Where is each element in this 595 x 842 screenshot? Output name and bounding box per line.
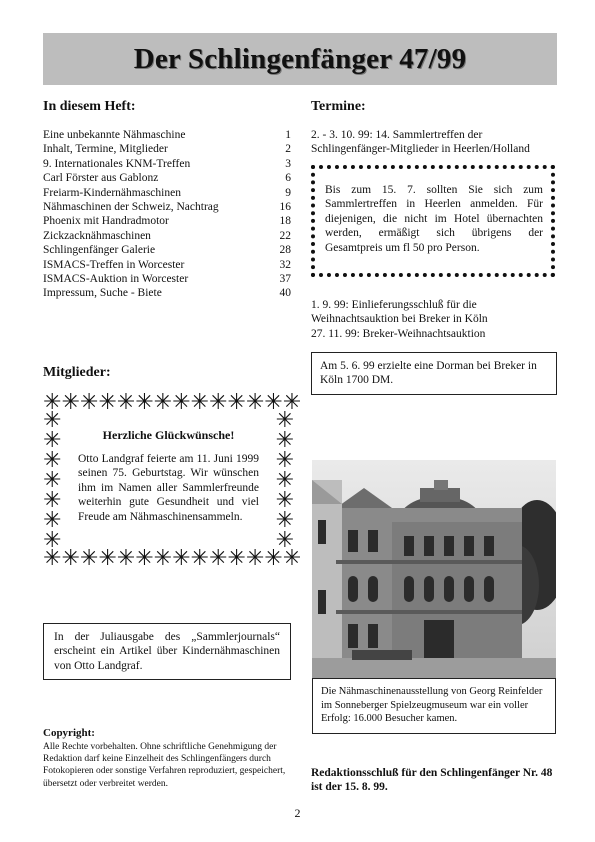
toc-item-page: 16 (279, 201, 291, 214)
toc-row (43, 157, 291, 171)
registration-notice-box (311, 165, 555, 277)
termine-entry-3: 27. 11. 99: Breker-Weihnachtsauktion (311, 328, 486, 340)
toc-item-page: 32 (279, 258, 291, 271)
star-ornament-icon: ✳ (208, 389, 228, 414)
toc-heading: In diesem Heft: (43, 99, 136, 114)
star-ornament-icon: ✳ (61, 545, 80, 570)
star-ornament-icon: ✳ (208, 545, 228, 570)
copyright-heading: Copyright: (43, 727, 95, 739)
toc-row (43, 186, 291, 200)
toc-item-label: ISMACS-Auktion in Worcester (43, 273, 189, 286)
star-ornament-icon: ✳ (190, 389, 209, 414)
star-ornament-icon: ✳ (135, 545, 154, 570)
star-ornament-icon: ✳ (227, 545, 246, 570)
star-ornament-icon: ✳ (116, 545, 136, 570)
star-ornament-icon: ✳ (135, 389, 154, 414)
star-ornament-icon: ✳ (43, 407, 62, 432)
termine-entry-2: 1. 9. 99: Einlieferungsschluß für die Weihnachtsauktion bei Breker in Köln (311, 299, 488, 326)
toc-item-page: 2 (285, 143, 291, 156)
termine-entry-1: 2. - 3. 10. 99: 14. Sammlertreffen der Schlingenfänger-Mitglieder in Heerlen/Holland (311, 129, 530, 156)
star-ornament-icon: ✳ (245, 389, 265, 414)
journal-note-box (43, 623, 291, 680)
star-ornament-icon: ✳ (43, 427, 62, 452)
star-ornament-icon: ✳ (61, 389, 80, 414)
star-border-top (43, 389, 302, 414)
toc-item-page: 6 (285, 172, 291, 185)
star-ornament-icon: ✳ (43, 545, 62, 570)
toc-row (43, 214, 291, 228)
toc-item-label: 9. Internationales KNM-Treffen (43, 157, 191, 170)
auction-result-box (311, 352, 557, 395)
page-title: Der Schlingenfänger 47/99 (133, 42, 467, 75)
toc-item-page: 3 (285, 157, 291, 170)
star-ornament-icon: ✳ (275, 467, 294, 492)
termine-heading: Termine: (311, 99, 366, 114)
toc-item-label: Schlingenfänger Galerie (43, 244, 156, 257)
star-ornament-icon: ✳ (79, 389, 99, 414)
journal-note-text: In der Juliausgabe des „Sammlerjournals“ erscheint ein Artikel über Kindernähmaschinen von Otto Landgraf. (54, 631, 280, 672)
greeting-text: Otto Landgraf feierte am 11. Juni 1999 seinen 75. Geburtstag. Wir wünschen ihm im Namen aller Sammlerfreunde weiterhin gute Gesundheit und viel Freude am Nähmaschinensammeln. (78, 453, 259, 523)
toc-row (43, 286, 291, 300)
table-of-contents (43, 128, 291, 301)
star-ornament-icon: ✳ (275, 407, 294, 432)
star-ornament-icon: ✳ (43, 487, 62, 512)
toc-row (43, 142, 291, 156)
auction-result-text: Am 5. 6. 99 erzielte eine Dorman bei Breker in Köln 1700 DM. (320, 360, 537, 387)
toc-item-label: Freiarm-Kindernähmaschinen (43, 186, 181, 199)
toc-row (43, 229, 291, 243)
star-border-bottom (43, 545, 302, 570)
toc-item-page: 37 (279, 273, 291, 286)
star-ornament-icon: ✳ (264, 389, 283, 414)
greeting-title: Herzliche Glückwünsche! (102, 428, 235, 442)
star-ornament-icon: ✳ (79, 545, 99, 570)
star-ornament-icon: ✳ (282, 545, 302, 570)
toc-row (43, 243, 291, 257)
star-ornament-icon: ✳ (275, 527, 294, 552)
toc-item-label: ISMACS-Treffen in Worcester (43, 258, 185, 271)
toc-item-label: Impressum, Suche - Biete (43, 287, 162, 300)
museum-photo (312, 460, 556, 678)
photo-caption: Die Nähmaschinenausstellung von Georg Reinfelder im Sonneberger Spielzeugmuseum war ein voller Erfolg: 16.000 Besucher kamen. (321, 686, 543, 724)
toc-row (43, 272, 291, 286)
toc-item-page: 22 (279, 229, 291, 242)
greeting-star-frame (43, 389, 302, 570)
star-ornament-icon: ✳ (43, 527, 62, 552)
toc-item-label: Inhalt, Termine, Mitglieder (43, 143, 168, 156)
toc-row (43, 200, 291, 214)
toc-row (43, 258, 291, 272)
star-ornament-icon: ✳ (43, 507, 62, 532)
star-ornament-icon: ✳ (275, 427, 294, 452)
toc-item-page: 1 (285, 129, 291, 141)
star-ornament-icon: ✳ (275, 447, 294, 472)
star-ornament-icon: ✳ (98, 545, 117, 570)
toc-item-label: Nähmaschinen der Schweiz, Nachtrag (43, 201, 219, 214)
toc-row (43, 171, 291, 185)
star-ornament-icon: ✳ (43, 447, 62, 472)
star-ornament-icon: ✳ (264, 545, 283, 570)
toc-item-label: Eine unbekannte Nähmaschine (43, 129, 186, 141)
toc-row (43, 128, 291, 142)
toc-item-page: 40 (279, 287, 291, 300)
toc-item-label: Phoenix mit Handradmotor (43, 215, 169, 228)
star-border-left (43, 407, 62, 552)
star-ornament-icon: ✳ (116, 389, 136, 414)
toc-item-label: Carl Förster aus Gablonz (43, 172, 159, 185)
star-ornament-icon: ✳ (98, 389, 117, 414)
star-ornament-icon: ✳ (43, 389, 62, 414)
star-ornament-icon: ✳ (275, 507, 294, 532)
museum-building-image (312, 460, 556, 678)
mitglieder-heading: Mitglieder: (43, 365, 111, 380)
star-ornament-icon: ✳ (245, 545, 265, 570)
editorial-deadline: Redaktionsschluß für den Schlingenfänger Nr. 48 ist der 15. 8. 99. (311, 767, 553, 794)
star-ornament-icon: ✳ (190, 545, 209, 570)
page-number: 2 (294, 806, 301, 820)
star-ornament-icon: ✳ (282, 389, 302, 414)
photo-caption-box (312, 678, 556, 734)
toc-item-page: 9 (285, 186, 291, 199)
title-banner (43, 33, 557, 85)
toc-item-label: Zickzacknähmaschinen (43, 229, 151, 242)
toc-item-page: 28 (279, 244, 291, 257)
toc-item-page: 18 (279, 215, 291, 228)
star-border-right (275, 407, 294, 552)
copyright-text: Alle Rechte vorbehalten. Ohne schriftliche Genehmigung der Redaktion darf keine Einzelheit des Schlingenfängers durch Fotokopieren oder sonstige Verfahren reproduziert, gespeichert, übersetzt oder verbreitet werden. (43, 742, 286, 789)
star-ornament-icon: ✳ (275, 487, 294, 512)
star-ornament-icon: ✳ (227, 389, 246, 414)
star-ornament-icon: ✳ (153, 545, 173, 570)
star-ornament-icon: ✳ (172, 389, 191, 414)
star-ornament-icon: ✳ (153, 389, 173, 414)
star-ornament-icon: ✳ (43, 467, 62, 492)
registration-notice-text: Bis zum 15. 7. sollten Sie sich zum Sammlertreffen in Heerlen anmelden. Für diejenigen, die nicht im Hotel übernachten werden, ermäßigt sich übrigens der Gesamtpreis um fl 50 pro Person. (325, 184, 543, 254)
star-ornament-icon: ✳ (172, 545, 191, 570)
